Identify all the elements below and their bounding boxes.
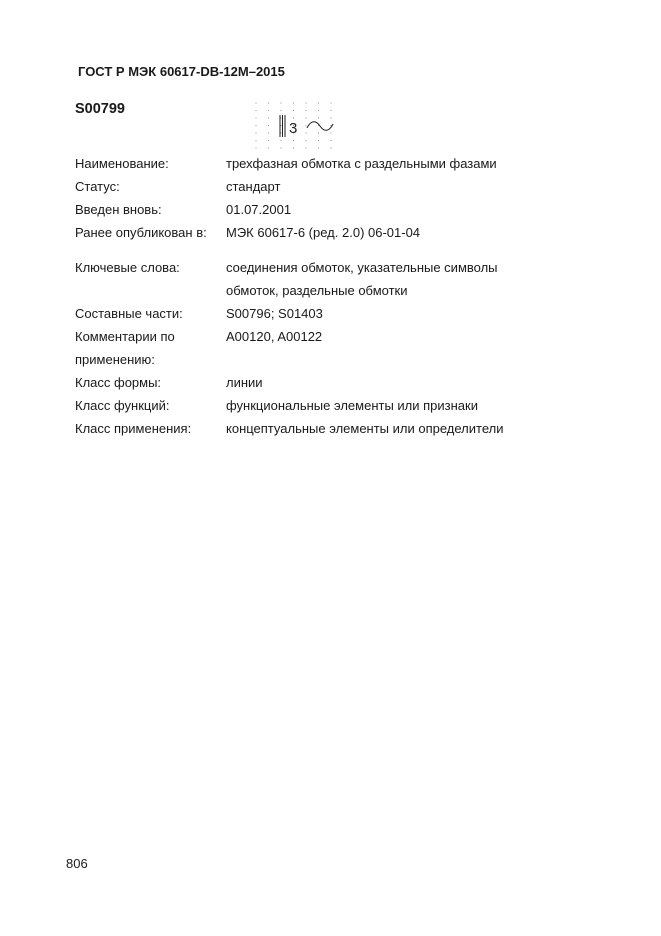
grid-dot <box>318 140 319 141</box>
grid-dot <box>268 117 269 118</box>
value: функциональные элементы или признаки <box>226 398 478 413</box>
symbol-attributes <box>75 152 615 440</box>
field-name <box>75 152 615 175</box>
grid-dot <box>305 102 306 103</box>
value: трехфазная обмотка с раздельными фазами <box>226 156 497 171</box>
label: Класс формы: <box>75 375 162 390</box>
field-status <box>75 175 615 198</box>
field-introduced <box>75 198 615 221</box>
value: соединения обмоток, указательные символы обмоток, раздельные обмотки <box>226 260 498 298</box>
label: Составные части: <box>75 306 183 321</box>
grid-dot <box>330 147 331 148</box>
page-number: 806 <box>66 856 88 871</box>
grid-dot <box>280 147 281 148</box>
grid-dot <box>293 147 294 148</box>
label: Статус: <box>75 179 120 194</box>
grid-dot <box>293 140 294 141</box>
grid-dot <box>318 110 319 111</box>
grid-dot <box>330 132 331 133</box>
value: S00796; S01403 <box>226 306 323 321</box>
grid-dot <box>305 125 306 126</box>
grid-dot <box>255 117 256 118</box>
value: МЭК 60617-6 (ред. 2.0) 06-01-04 <box>226 225 421 240</box>
grid-dot <box>293 117 294 118</box>
grid-dot <box>305 140 306 141</box>
field-previously-published <box>75 221 615 244</box>
field-keywords <box>75 256 615 302</box>
grid-dot <box>280 125 281 126</box>
phase-count: 3 <box>289 120 298 137</box>
label: Введен вновь: <box>75 202 162 217</box>
grid-dot <box>305 147 306 148</box>
value: стандарт <box>226 179 281 194</box>
grid-dot <box>293 102 294 103</box>
value: A00120, A00122 <box>226 329 323 344</box>
value: 01.07.2001 <box>226 202 292 217</box>
grid-dot <box>255 110 256 111</box>
grid-dot <box>255 147 256 148</box>
label: Класс функций: <box>75 398 170 413</box>
label: Наименование: <box>75 156 169 171</box>
grid-dot <box>330 117 331 118</box>
grid-dot <box>305 110 306 111</box>
label: Ключевые слова: <box>75 260 180 275</box>
field-comments <box>75 325 615 371</box>
label: Класс применения: <box>75 421 192 436</box>
grid-dot <box>268 125 269 126</box>
grid-dot <box>293 110 294 111</box>
grid-dot <box>318 132 319 133</box>
grid-dot <box>318 117 319 118</box>
grid-dot <box>268 110 269 111</box>
grid-dot <box>305 132 306 133</box>
grid-dot <box>305 117 306 118</box>
label: Ранее опубликован в: <box>75 225 207 240</box>
grid-dot <box>255 132 256 133</box>
field-components <box>75 302 615 325</box>
grid-dot <box>280 110 281 111</box>
value: линии <box>226 375 263 390</box>
grid-dot <box>330 110 331 111</box>
grid-dot <box>330 102 331 103</box>
grid-dot <box>255 102 256 103</box>
symbol-code: S00799 <box>75 101 125 117</box>
grid-dot <box>318 102 319 103</box>
grid-dot <box>268 102 269 103</box>
grid-dot <box>255 140 256 141</box>
grid-dot <box>280 117 281 118</box>
grid-dot <box>280 102 281 103</box>
grid-dot <box>318 147 319 148</box>
field-function-class <box>75 394 615 417</box>
grid-dot <box>330 140 331 141</box>
grid-dot <box>268 132 269 133</box>
grid-dot <box>268 147 269 148</box>
grid-dot <box>280 140 281 141</box>
three-phase-winding-symbol <box>253 101 343 151</box>
grid-dot <box>268 140 269 141</box>
label: Комментарии по применению: <box>75 329 175 367</box>
value: концептуальные элементы или определители <box>226 421 504 436</box>
grid-dot <box>255 125 256 126</box>
field-form-class <box>75 371 615 394</box>
grid-dot <box>280 132 281 133</box>
field-application-class <box>75 417 615 440</box>
document-header: ГОСТ Р МЭК 60617-DB-12M–2015 <box>78 64 285 79</box>
